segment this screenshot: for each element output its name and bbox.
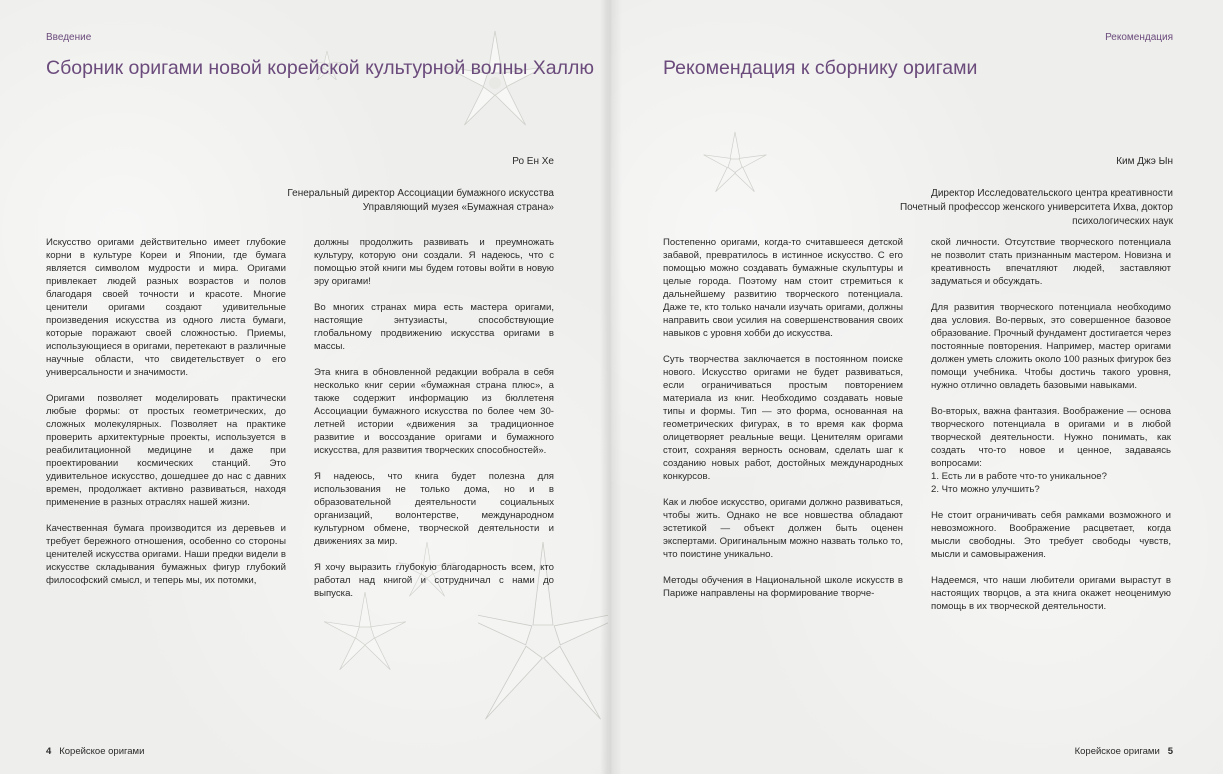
author-name: Ким Джэ Ын [1116, 156, 1173, 167]
paragraph: Не стоит ограничивать себя рамками возможного и невозможного. Воображение расцветает, когда мысли свободны. Это требует свободы чувств, мысли и самовыражения. [931, 510, 1171, 560]
paragraph: Как и любое искусство, оригами должно развиваться, чтобы жить. Однако не все новшества обладают эстетикой — объект должен быть оценен экспертами. Оригинальным можно назвать только то, что поистине уникально. [663, 497, 903, 560]
paragraph: ской личности. Отсутствие творческого потенциала не позволит стать признанным мастером. Новизна и креативность впечатляют людей, заставляют задуматься и обсуждать. [931, 237, 1171, 287]
paragraph: Постепенно оригами, когда-то считавшееся детской забавой, превратилось в истинное искусство. С его помощью можно создавать бумажные скульптуры и целые города. Поэтому нам стоит стремиться к дальнейшему развитию творческого потенциала. Даже те, кто только начали изучать оригами, должны направить свои усилия на совершенствования своих навыков с уровня хобби до искусства. [663, 237, 903, 339]
page-number: 5 [1167, 746, 1173, 757]
paragraph: Я хочу выразить глубокую благодарность всем, кто работал над книгой и сотрудничал с нами до выпуска. [314, 562, 554, 599]
book-gutter [600, 0, 622, 774]
paragraph: Эта книга в обновленной редакции вобрала в себя несколько книг серии «бумажная страна плюс», а также содержит информацию из бюллетеня Ассоциации бумажного искусства по более чем 30-летней истории «движения за традиционное развитие и воссоздание оригами и бумажного искусства, для развития творческих способностей». [314, 367, 554, 456]
paragraph: Оригами позволяет моделировать практически любые формы: от простых геометрических, до сложных молекулярных. Позволяет на практике проверить архитектурные проекты, используется в реабилитационной медицине и даже при проектировании космических станций. Это удивительное искусство, дошедшее до нас с давних времен, продолжает активно развиваться, находя применение в разных отраслях нашей жизни. [46, 393, 286, 508]
page-footer [46, 746, 144, 757]
paragraph: Во-вторых, важна фантазия. Воображение — основа творческого потенциала в оригами и в любой творческой деятельности. Нужно понимать, как создать что-то новое и ценное, задаваясь вопросами: 1. Есть ли в работе что-то уникальное? 2. Что можно улучшить? [931, 406, 1171, 495]
text-column-2 [314, 236, 554, 613]
paragraph: Во многих странах мира есть мастера оригами, настоящие энтузиасты, способствующие глобальному продвижению искусства оригами в массы. [314, 302, 554, 352]
text-column-1 [663, 236, 903, 613]
author-position: Генеральный директор Ассоциации бумажного искусства [287, 188, 554, 199]
left-page [0, 0, 608, 774]
section-tag: Введение [46, 32, 92, 43]
paragraph: Суть творчества заключается в постоянном поиске нового. Искусство оригами не будет развиваться, если ограничиваться простым повторением материала из книг. Необходимо создавать новые типы и формы. Тип — это форма, основанная на геометрических фигурах, в то время как форма олицетворяет реальные вещи. Ценителям оригами стоит, сохраняя верность основам, сделать шаг к созданию новых работ, достойных международных конкурсов. [663, 354, 903, 482]
right-page [610, 0, 1223, 774]
paragraph: Для развития творческого потенциала необходимо два условия. Во-первых, это совершенное базовое образование. Прочный фундамент достигается через постоянные повторения. Например, мастер оригами должен уметь сложить около 100 разных фигурок без помощи учебника. Чтобы достичь такого уровня, нужно отлично овладеть базовыми навыками. [931, 302, 1171, 391]
author-position: Директор Исследовательского центра креативности [931, 188, 1173, 199]
author-block [873, 156, 1173, 229]
paragraph: Методы обучения в Национальной школе искусств в Париже направлены на формирование творче- [663, 575, 903, 599]
paragraph: Надеемся, что наши любители оригами вырастут в настоящих творцов, а эта книга окажет неоценимую помощь в их творческой деятельности. [931, 575, 1171, 612]
page-title: Рекомендация к сборнику оригами [663, 57, 978, 79]
book-title-footer: Корейское оригами [59, 746, 145, 757]
book-title-footer: Корейское оригами [1074, 746, 1160, 757]
author-position: Управляющий музея «Бумажная страна» [362, 202, 554, 213]
origami-flower-icon [700, 130, 770, 200]
page-footer [1075, 746, 1173, 757]
paragraph: Я надеюсь, что книга будет полезна для использования не только дома, но и в образовательной деятельности социальных организаций, волонтерстве, международном культурном обмене, творческой деятельности и движениях за мир. [314, 471, 554, 547]
text-column-2 [931, 236, 1171, 626]
paragraph: Качественная бумага производится из деревьев и требует бережного отношения, особенно со стороны ценителей искусства оригами. Наши предки видели в искусстве складывания бумажных фигур глубокий философский смысл, и теперь мы, их потомки, [46, 523, 286, 586]
page-number: 4 [46, 746, 52, 757]
origami-flower-icon [440, 28, 550, 138]
text-column-1 [46, 236, 286, 600]
author-position: Почетный профессор женского университета Ихва, доктор психологических наук [899, 202, 1173, 227]
section-tag: Рекомендация [1105, 32, 1173, 43]
paragraph: должны продолжить развивать и преумножать культуру, которую они создали. Я надеюсь, что с помощью этой книги мы будем готовы войти в новую эру оригами! [314, 237, 554, 287]
page-title: Сборник оригами новой корейской культурной волны Халлю [46, 57, 595, 79]
paragraph: Искусство оригами действительно имеет глубокие корни в культуре Кореи и Японии, где бумага является символом мудрости и мира. Оригами привлекает людей разных возрастов и полов благодаря своей точности и красоте. Многие ценители оригами создают удивительные произведения искусства из одного листа бумаги, которые поражают своей сложностью. Приемы, использующиеся в оригами, перетекают в различные научные области, что свидетельствует о его универсальности и значимости. [46, 237, 286, 378]
author-block [254, 156, 554, 215]
author-name: Ро Ен Хе [512, 156, 554, 167]
